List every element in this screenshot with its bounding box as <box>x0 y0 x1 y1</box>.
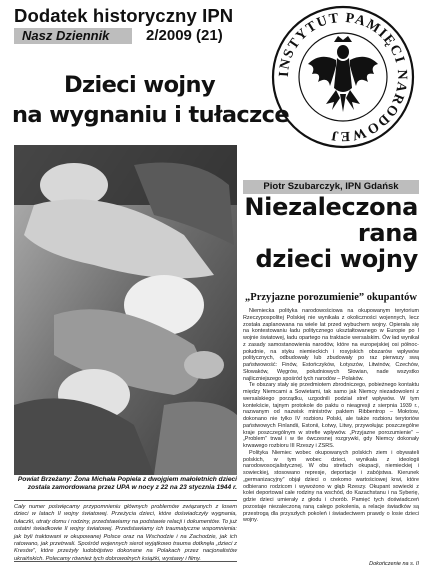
headline-line-1: Dzieci wojny <box>63 72 216 98</box>
title-line-2: rana <box>357 219 418 247</box>
archival-photo <box>14 145 237 475</box>
polish-eagle-icon <box>308 36 378 112</box>
photo-image <box>14 145 237 475</box>
title-line-1: Niezaleczona <box>244 193 418 221</box>
article-author: Piotr Szubarczyk, IPN Gdańsk <box>243 180 419 194</box>
ipn-seal <box>268 2 418 152</box>
article-paragraph: Polityka Niemiec wobec okupowanych polskich ziem i obywateli polskich, w tym wobec dzieci, wynikała z ideologii narodowosocjalistycznej. W obu strefach okupacji, niemieckiej i sowieckiej, stosowano represje, deportacje i zabójstwa. Kierunek „germanizacyjny” objął dzieci o rzekomo wartościowej krwi, które odbierano rodzicom i wywożono w głąb Rzeszy. Okupant sowiecki z kolei deportował całe rodziny na wschód, do Kazachstanu i na Syberię, gdzie dzieci umierały z głodu i chorób. Pamięć tych doświadczeń pozostaje niezaleczoną raną całego pokolenia, a relacje świadków są przestrogą dla przyszłych pokoleń i świadectwem prawdy o losie dzieci wojny. <box>243 449 419 524</box>
article-title <box>228 194 418 272</box>
newspaper-name: Nasz Dziennik <box>14 28 132 44</box>
article-subheading: „Przyjazne porozumienie” okupantów <box>245 292 417 303</box>
seal-text: INSTYTUT PAMIĘCI NARODOWEJ <box>276 10 410 144</box>
title-line-3: dzieci wojny <box>255 245 418 273</box>
main-headline <box>12 70 290 130</box>
article-paragraph: Niemiecka polityka narodowościowa na okupowanym terytorium Rzeczypospolitej Polskiej nie wynikała z okoliczności wojennych, lecz została zaplanowana na wiele lat przed wybuchem wojny. Opierała się na kontestowaniu ładu politycznego ukształtowanego w Europie po I wojnie światowej, ładu opartego na traktacie wersalskim. Ów ład wynikał z zasady samostanowienia narodów, które na europejskiej osi północ-południe, na styku niemieckich i rosyjskich obszarów wpływów politycznych, odbudowały lub zbudowały po raz pierwszy swą państwowość: Finów, Estończyków, Łotyszów, Litwinów, Czechów, Słowaków, Węgrów, południowych Słowian, nade wszystko najliczniejszego spośród tych narodów – Polaków. <box>243 308 419 382</box>
continuation-note: Dokończenie na s. II <box>369 561 419 567</box>
supplement-title: Dodatek historyczny IPN <box>14 5 234 26</box>
photo-caption: Powiat Brzeżany: Żona Michała Popiela z dwojgiem małoletnich dzieci zostala zamordowana przez UPA w nocy z 22 na 23 stycznia 1944 r. <box>17 476 237 492</box>
headline-line-2: na wygnaniu i tułaczce <box>12 102 290 128</box>
article-body <box>243 308 419 556</box>
article-paragraph: Te obszary stały się przedmiotem zbrodniczego, pobieżnego kontaktu między Niemcami a Sowietami, tak samo jak Niemcy niezadowoleni z wersalskiego porządku, uzgodnili podział stref wpływów. W tym kontekście, tajnym protokole do paktu o nieagresji z sierpnia 1939 r., nazwanym od nazwisk ministrów paktem Ribbentrop – Mołotow, dokonano nie tylko IV rozbioru Polski, ale także rozbioru terytoriów państwowych Finlandii, Estonii, Łotwy, Litwy, przywołując poszczególne kraje poszczególnym w strefie wpływów. „Przyjazne porozumienie” – „Problem” trwał i w tle ówczesnej rozgrywki, gdy Niemcy dokonały krwawego rozbioru III Rzeszy i ZSRS. <box>243 382 419 449</box>
issue-number: 2/2009 (21) <box>146 27 223 44</box>
seal-graphic <box>268 2 418 152</box>
issue-introduction: Cały numer poświęcamy przypomnieniu głównych problemów związanych z losem dzieci w latach II wojny światowej. Przeżycia dzieci, które doświadczyły wygnania, tułaczki, utraty domu i rodziny, przedstawiamy na podstawie relacji i dokumentów. To już ostatni świadkowie II wojny światowej. Przedstawiamy ich traumatyczne wspomnienia: jak byli traktowani w okupowanej Polsce oraz na Wschodzie i na Zachodzie, jak ich ratowano, jak przetrwali. Spośród wojennych sierot wyjątkowo trauma dotknęła „dzieci z Kresów”, które przeżyły ludobójstwo dokonane na Polakach przez nacjonalistów ukraińskich. Polecamy również tych dobrowolnych książki, wystawy i filmy. <box>14 500 237 562</box>
